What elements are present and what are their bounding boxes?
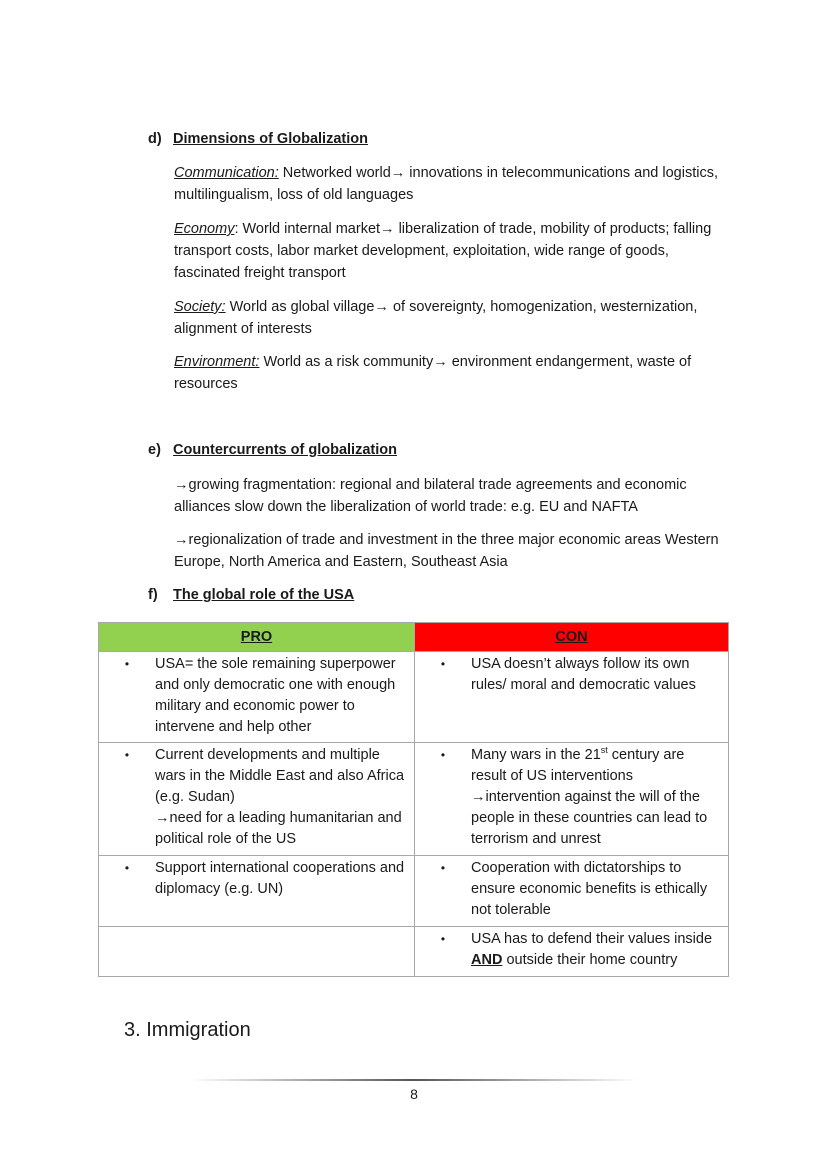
con-emphasis: AND <box>471 952 503 968</box>
pro-header: PRO <box>99 623 415 652</box>
table-header-row <box>99 623 729 652</box>
pro-cell-empty <box>99 927 415 977</box>
section-title: Dimensions of Globalization <box>173 131 368 147</box>
superscript: st <box>600 745 608 756</box>
bullet-icon: • <box>440 657 446 671</box>
section-letter: f) <box>148 587 158 603</box>
con-text: USA doesn’t always follow its own rules/ moral and democratic values <box>471 656 696 693</box>
con-cell <box>415 927 729 977</box>
bullet-icon: • <box>124 748 130 762</box>
section-letter: d) <box>148 131 162 147</box>
con-cell <box>415 652 729 743</box>
pro-cell <box>99 652 415 743</box>
countercurrent-item: →regionalization of trade and investment in the three major economic areas Western Europe, North America and Eastern, Southeast Asia <box>174 532 719 570</box>
section-letter: e) <box>148 442 161 458</box>
dimension-society <box>174 296 734 340</box>
footer-divider <box>190 1079 638 1081</box>
dimension-label: Economy <box>174 221 235 237</box>
dimension-text: World as a risk community→ environment endangerment, waste of resources <box>174 354 692 392</box>
con-text: outside their home country <box>502 952 678 968</box>
con-cell <box>415 856 729 927</box>
table-row <box>99 743 729 856</box>
con-text: USA has to defend their values inside <box>471 931 713 947</box>
pro-con-table <box>98 622 729 977</box>
dimension-text: World as global village→ of sovereignty, homogenization, westernization, alignment of interests <box>174 299 698 337</box>
countercurrent-item: →growing fragmentation: regional and bilateral trade agreements and economic alliances slow down the liberalization of world trade: e.g. EU and NAFTA <box>174 477 687 515</box>
pro-cell <box>99 743 415 856</box>
bullet-icon: • <box>440 932 446 946</box>
section-title: Countercurrents of globalization <box>173 442 397 458</box>
pro-text: USA= the sole remaining superpower and only democratic one with enough military and economic power to intervene and help other <box>155 656 396 735</box>
dimension-communication <box>174 162 734 206</box>
table-row <box>99 652 729 743</box>
page-number: 8 <box>410 1086 418 1102</box>
con-text: Cooperation with dictatorships to ensure economic benefits is ethically not tolerable <box>471 860 708 918</box>
table-row <box>99 927 729 977</box>
pro-text-arrow: →need for a leading humanitarian and political role of the US <box>155 810 402 847</box>
chapter-heading: 3. Immigration <box>124 1019 251 1041</box>
section-e-heading <box>148 442 397 458</box>
section-d-heading <box>148 131 368 147</box>
pro-text: Support international cooperations and diplomacy (e.g. UN) <box>155 860 405 897</box>
con-text: Many wars in the 21 <box>471 747 601 763</box>
dimension-label: Society: <box>174 299 226 315</box>
dimension-label: Communication: <box>174 165 279 181</box>
section-title: The global role of the USA <box>173 587 355 603</box>
con-header: CON <box>415 623 729 652</box>
con-text: century are result of US interventions <box>471 747 685 784</box>
pro-text: Current developments and multiple wars in the Middle East and also Africa (e.g. Sudan) <box>155 747 405 805</box>
table-row <box>99 856 729 927</box>
dimension-environment <box>174 351 734 395</box>
con-text-arrow: →intervention against the will of the people in these countries can lead to terrorism and unrest <box>471 789 708 847</box>
dimension-label: Environment: <box>174 354 260 370</box>
dimension-text: Networked world→ innovations in telecommunications and logistics, multilingualism, loss of old languages <box>174 165 718 203</box>
bullet-icon: • <box>124 657 130 671</box>
pro-cell <box>99 856 415 927</box>
dimension-text: : World internal market→ liberalization of trade, mobility of products; falling transport costs, labor market development, exploitation, wide range of goods, fascinated freight transport <box>174 221 712 281</box>
bullet-icon: • <box>440 748 446 762</box>
section-f-heading <box>148 587 354 603</box>
dimension-economy <box>174 218 734 284</box>
bullet-icon: • <box>440 861 446 875</box>
bullet-icon: • <box>124 861 130 875</box>
con-cell <box>415 743 729 856</box>
